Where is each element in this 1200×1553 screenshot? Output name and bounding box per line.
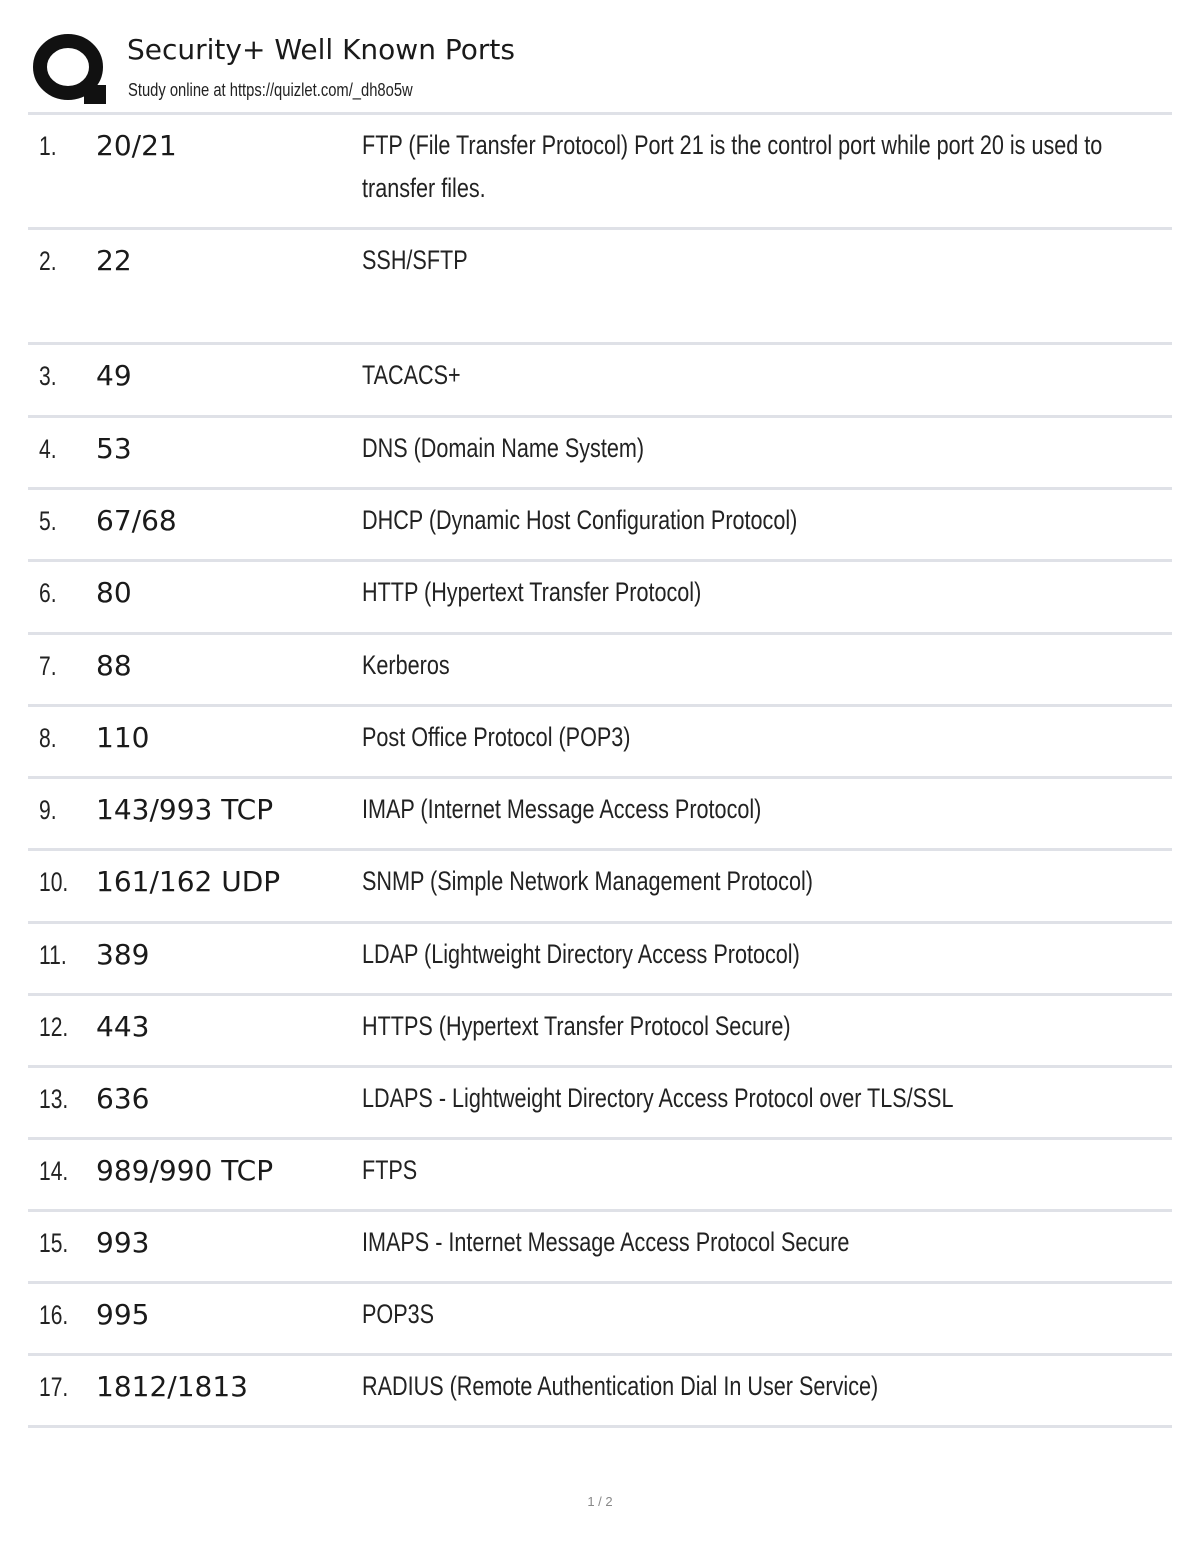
card-definition: IMAPS - Internet Message Access Protocol Secure	[362, 1227, 850, 1257]
card-row	[28, 635, 1172, 707]
card-row	[28, 1212, 1172, 1284]
card-term: 22	[96, 244, 132, 277]
card-row	[28, 1284, 1172, 1356]
card-number: 16.	[39, 1300, 69, 1330]
card-definition: FTP (File Transfer Protocol) Port 21 is the control port while port 20 is used to transfer files.	[362, 130, 1103, 203]
card-definition: Kerberos	[362, 650, 450, 680]
card-number: 11.	[39, 940, 67, 970]
card-term: 49	[96, 359, 132, 392]
card-definition: DHCP (Dynamic Host Configuration Protocol)	[362, 505, 798, 535]
card-row	[28, 230, 1172, 345]
card-row	[28, 1140, 1172, 1212]
card-term: 80	[96, 576, 132, 609]
quizlet-logo-icon	[32, 30, 108, 106]
card-row	[28, 345, 1172, 418]
card-term: 389	[96, 938, 150, 971]
flashcard-list	[28, 112, 1172, 1428]
page-title: Security+ Well Known Ports	[127, 33, 515, 66]
card-row	[28, 1068, 1172, 1140]
card-row	[28, 418, 1172, 490]
card-term: 88	[96, 649, 132, 682]
card-definition: HTTPS (Hypertext Transfer Protocol Secure)	[362, 1011, 791, 1041]
card-term: 161/162 UDP	[96, 865, 281, 898]
card-row	[28, 779, 1172, 851]
card-term: 989/990 TCP	[96, 1154, 274, 1187]
card-row	[28, 924, 1172, 996]
card-term: 995	[96, 1298, 150, 1331]
card-number: 3.	[39, 361, 57, 391]
card-definition: Post Office Protocol (POP3)	[362, 722, 631, 752]
card-row	[28, 490, 1172, 562]
card-definition: LDAPS - Lightweight Directory Access Protocol over TLS/SSL	[362, 1083, 954, 1113]
card-number: 6.	[39, 578, 57, 608]
card-number: 9.	[39, 795, 57, 825]
card-term: 993	[96, 1226, 150, 1259]
card-term: 110	[96, 721, 150, 754]
card-number: 17.	[39, 1372, 69, 1402]
card-number: 2.	[39, 246, 57, 276]
card-definition: TACACS+	[362, 360, 461, 390]
card-row	[28, 1356, 1172, 1428]
card-definition: IMAP (Internet Message Access Protocol)	[362, 794, 762, 824]
card-term: 67/68	[96, 504, 177, 537]
card-term: 443	[96, 1010, 150, 1043]
page-header	[28, 28, 1172, 108]
card-number: 4.	[39, 434, 57, 464]
card-term: 53	[96, 432, 132, 465]
card-number: 7.	[39, 651, 57, 681]
study-online-link[interactable]: Study online at https://quizlet.com/_dh8o5w	[128, 80, 413, 100]
card-definition: RADIUS (Remote Authentication Dial In User Service)	[362, 1371, 879, 1401]
card-number: 15.	[39, 1228, 69, 1258]
card-term: 20/21	[96, 129, 177, 162]
card-row	[28, 562, 1172, 635]
card-definition: DNS (Domain Name System)	[362, 433, 645, 463]
card-number: 10.	[39, 867, 69, 897]
card-definition: POP3S	[362, 1299, 435, 1329]
card-number: 13.	[39, 1084, 69, 1114]
page-number: 1 / 2	[587, 1494, 613, 1509]
card-row	[28, 707, 1172, 779]
card-number: 8.	[39, 723, 57, 753]
card-definition: HTTP (Hypertext Transfer Protocol)	[362, 577, 702, 607]
card-term: 143/993 TCP	[96, 793, 274, 826]
card-number: 1.	[39, 131, 57, 161]
card-definition: FTPS	[362, 1155, 418, 1185]
card-row	[28, 996, 1172, 1068]
card-number: 12.	[39, 1012, 69, 1042]
card-term: 636	[96, 1082, 150, 1115]
card-row	[28, 851, 1172, 924]
card-definition: SNMP (Simple Network Management Protocol)	[362, 866, 813, 896]
card-definition: LDAP (Lightweight Directory Access Protocol)	[362, 939, 800, 969]
card-number: 5.	[39, 506, 57, 536]
card-definition: SSH/SFTP	[362, 245, 468, 275]
card-number: 14.	[39, 1156, 69, 1186]
card-term: 1812/1813	[96, 1370, 248, 1403]
card-row	[28, 115, 1172, 230]
